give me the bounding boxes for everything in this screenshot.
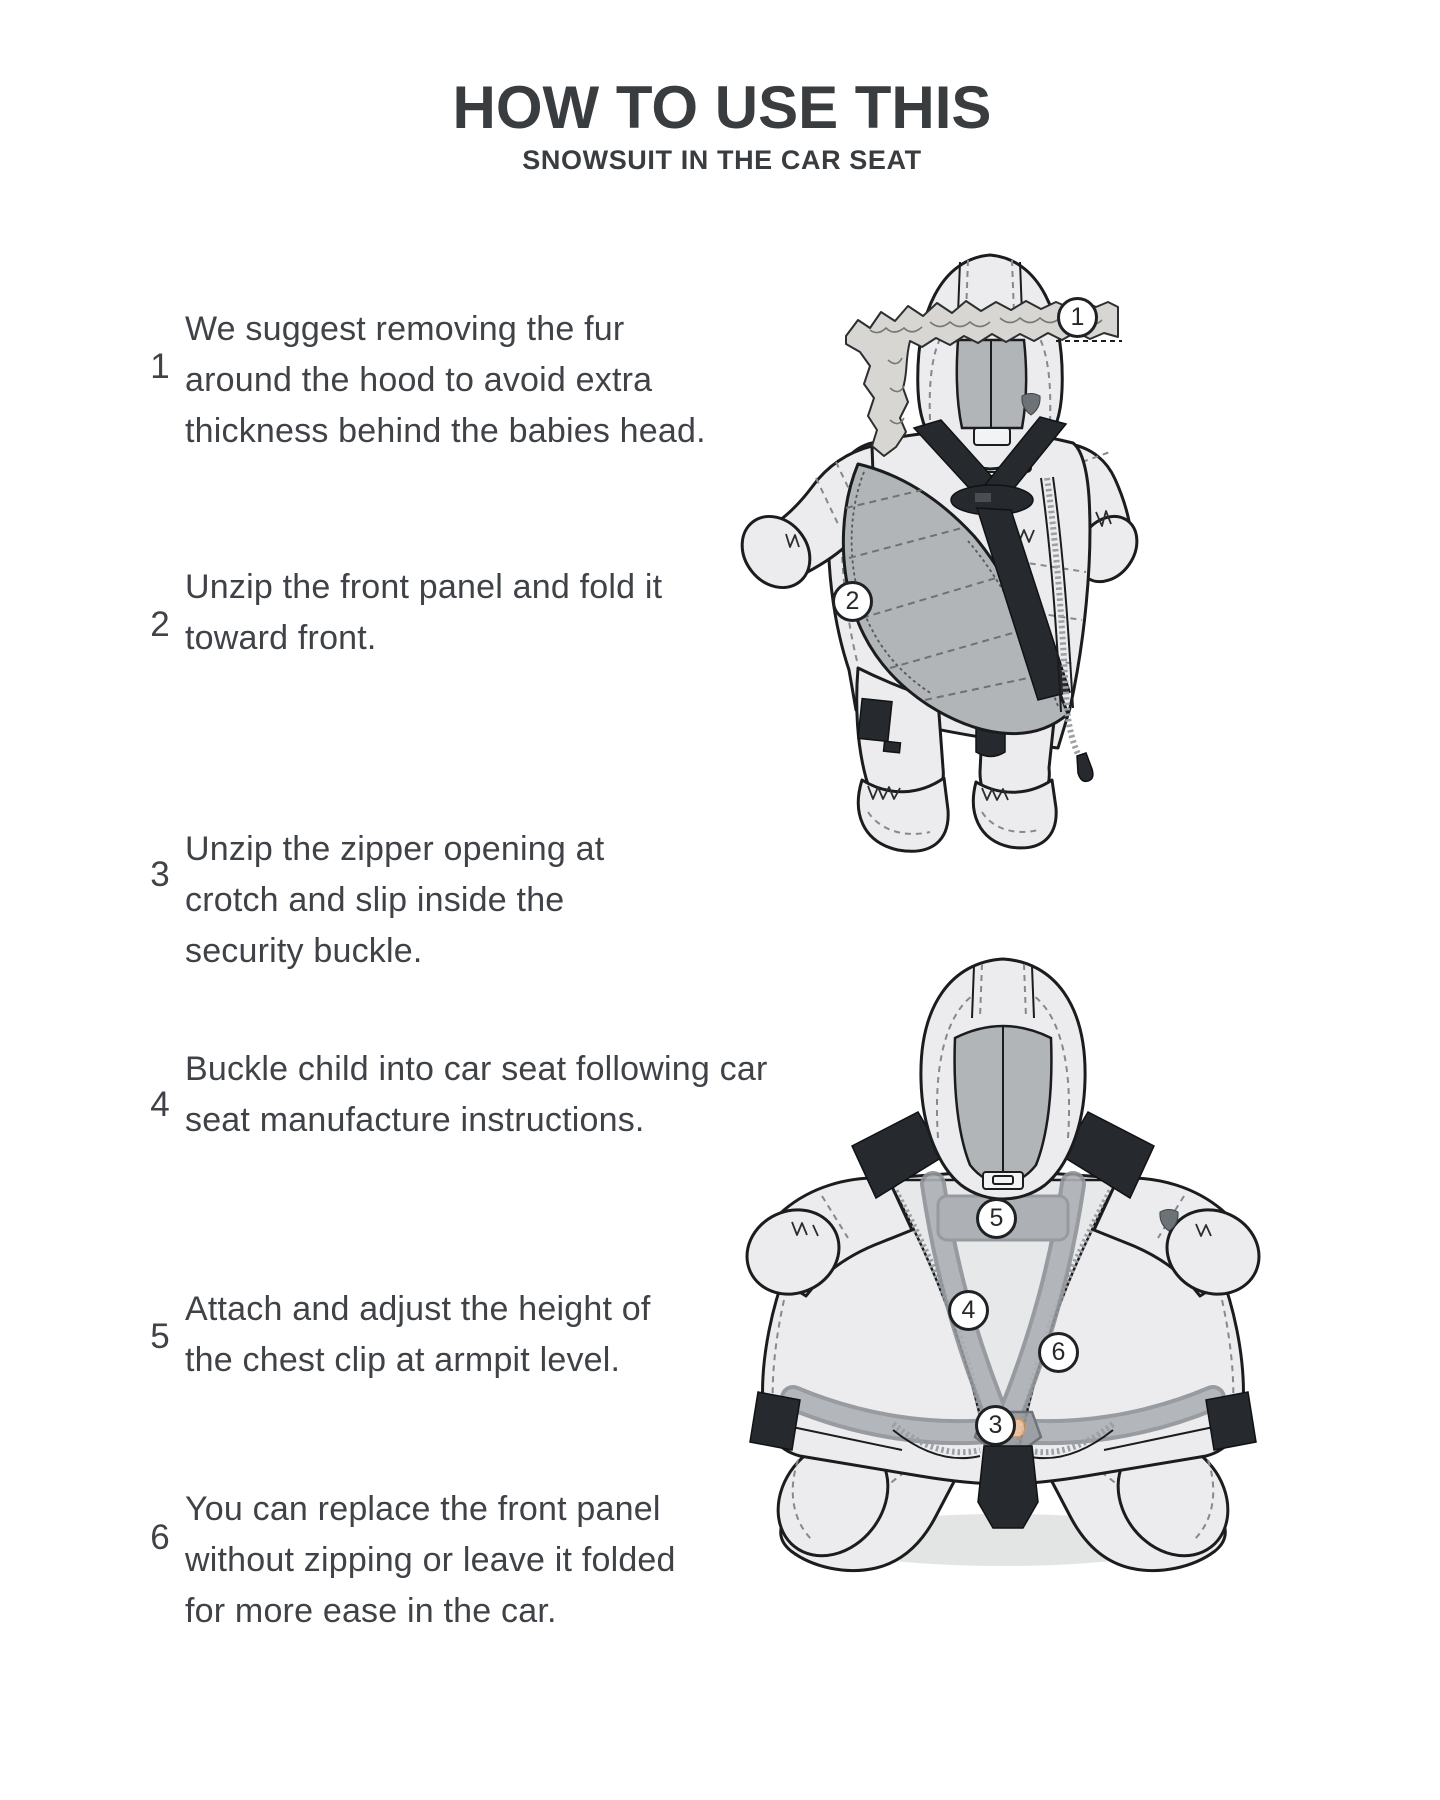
zipper-pull bbox=[1077, 753, 1093, 781]
hip-tab-right bbox=[1206, 1392, 1256, 1450]
page-title: HOW TO USE THIS bbox=[452, 74, 992, 141]
strap-keeper-end bbox=[884, 741, 901, 753]
step-text: You can replace the front panel without zipping or leave it folded for more ease in the car. bbox=[185, 1490, 676, 1630]
callout-4: 4 bbox=[948, 1290, 989, 1331]
callout-3: 3 bbox=[975, 1405, 1016, 1446]
callout-2: 2 bbox=[832, 581, 873, 622]
chin-tab-detail bbox=[993, 1176, 1013, 1184]
step-text: We suggest removing the fur around the hood to avoid extra thickness behind the babies head. bbox=[185, 310, 706, 450]
step-number: 6 bbox=[150, 1518, 170, 1557]
strap-keeper bbox=[858, 699, 892, 742]
step-text: Attach and adjust the height of the chest clip at armpit level. bbox=[185, 1290, 651, 1379]
figure-seated-snowsuit bbox=[735, 945, 1265, 1670]
step-number: 4 bbox=[150, 1085, 170, 1124]
page-subtitle: SNOWSUIT IN THE CAR SEAT bbox=[522, 145, 922, 175]
step-number: 2 bbox=[150, 605, 170, 644]
chest-clip-latch bbox=[975, 493, 991, 502]
step-text: Unzip the zipper opening at crotch and slip inside the security buckle. bbox=[185, 830, 605, 970]
step-number: 1 bbox=[150, 347, 170, 386]
crotch-strap bbox=[978, 1446, 1038, 1528]
hip-tab-left bbox=[750, 1392, 800, 1450]
callout-6: 6 bbox=[1038, 1332, 1079, 1373]
callout-5: 5 bbox=[976, 1198, 1017, 1239]
header bbox=[0, 76, 1440, 176]
callout-1: 1 bbox=[1057, 297, 1098, 338]
step-text: Unzip the front panel and fold it toward front. bbox=[185, 568, 663, 657]
step-text: Buckle child into car seat following car seat manufacture instructions. bbox=[185, 1050, 768, 1139]
chin-tab bbox=[974, 428, 1010, 445]
step-number: 5 bbox=[150, 1317, 170, 1356]
step-number: 3 bbox=[150, 855, 170, 894]
